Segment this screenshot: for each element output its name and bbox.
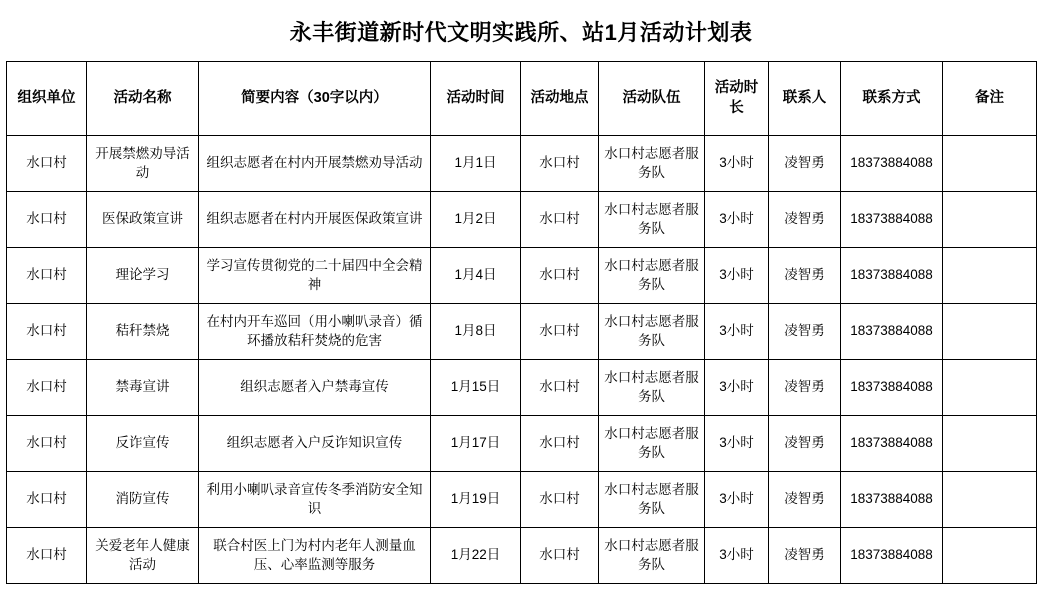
page-title: 永丰街道新时代文明实践所、站1月活动计划表 xyxy=(289,20,753,45)
cell-duration: 3小时 xyxy=(705,304,769,360)
cell-brief: 组织志愿者在村内开展禁燃劝导活动 xyxy=(199,136,431,192)
cell-team: 水口村志愿者服务队 xyxy=(599,360,705,416)
cell-activity-name: 反诈宣传 xyxy=(87,416,199,472)
cell-unit: 水口村 xyxy=(7,304,87,360)
cell-contact: 凌智勇 xyxy=(769,248,841,304)
cell-date: 1月22日 xyxy=(431,528,521,584)
table-row xyxy=(7,248,1037,304)
column-header-brief: 简要内容（30字以内） xyxy=(199,62,431,136)
cell-date: 1月1日 xyxy=(431,136,521,192)
cell-unit: 水口村 xyxy=(7,416,87,472)
table-row xyxy=(7,304,1037,360)
table-row xyxy=(7,472,1037,528)
cell-duration: 3小时 xyxy=(705,416,769,472)
cell-brief: 联合村医上门为村内老年人测量血压、心率监测等服务 xyxy=(199,528,431,584)
cell-place: 水口村 xyxy=(521,304,599,360)
cell-phone: 18373884088 xyxy=(841,472,943,528)
cell-team: 水口村志愿者服务队 xyxy=(599,416,705,472)
cell-place: 水口村 xyxy=(521,416,599,472)
cell-phone: 18373884088 xyxy=(841,248,943,304)
cell-remark xyxy=(943,416,1037,472)
column-header-unit: 组织单位 xyxy=(7,62,87,136)
cell-duration: 3小时 xyxy=(705,248,769,304)
cell-unit: 水口村 xyxy=(7,192,87,248)
cell-activity-name: 开展禁燃劝导活动 xyxy=(87,136,199,192)
cell-remark xyxy=(943,192,1037,248)
cell-phone: 18373884088 xyxy=(841,192,943,248)
column-header-date: 活动时间 xyxy=(431,62,521,136)
cell-team: 水口村志愿者服务队 xyxy=(599,248,705,304)
cell-unit: 水口村 xyxy=(7,136,87,192)
cell-remark xyxy=(943,304,1037,360)
cell-contact: 凌智勇 xyxy=(769,472,841,528)
cell-contact: 凌智勇 xyxy=(769,304,841,360)
column-header-duration: 活动时长 xyxy=(705,62,769,136)
table-row xyxy=(7,136,1037,192)
table-row xyxy=(7,192,1037,248)
cell-place: 水口村 xyxy=(521,472,599,528)
table-row xyxy=(7,360,1037,416)
cell-remark xyxy=(943,248,1037,304)
cell-team: 水口村志愿者服务队 xyxy=(599,304,705,360)
cell-phone: 18373884088 xyxy=(841,304,943,360)
cell-brief: 利用小喇叭录音宣传冬季消防安全知识 xyxy=(199,472,431,528)
column-header-team: 活动队伍 xyxy=(599,62,705,136)
cell-team: 水口村志愿者服务队 xyxy=(599,472,705,528)
table-container xyxy=(0,61,1042,584)
table-row xyxy=(7,528,1037,584)
cell-unit: 水口村 xyxy=(7,360,87,416)
cell-duration: 3小时 xyxy=(705,136,769,192)
cell-date: 1月15日 xyxy=(431,360,521,416)
cell-contact: 凌智勇 xyxy=(769,416,841,472)
cell-team: 水口村志愿者服务队 xyxy=(599,136,705,192)
cell-activity-name: 理论学习 xyxy=(87,248,199,304)
cell-phone: 18373884088 xyxy=(841,416,943,472)
column-header-contact: 联系人 xyxy=(769,62,841,136)
column-header-activity-name: 活动名称 xyxy=(87,62,199,136)
cell-activity-name: 消防宣传 xyxy=(87,472,199,528)
cell-date: 1月8日 xyxy=(431,304,521,360)
column-header-remark: 备注 xyxy=(943,62,1037,136)
cell-date: 1月4日 xyxy=(431,248,521,304)
column-header-place: 活动地点 xyxy=(521,62,599,136)
cell-remark xyxy=(943,360,1037,416)
activity-plan-table xyxy=(6,61,1037,584)
cell-brief: 组织志愿者入户禁毒宣传 xyxy=(199,360,431,416)
column-header-phone: 联系方式 xyxy=(841,62,943,136)
cell-date: 1月19日 xyxy=(431,472,521,528)
cell-unit: 水口村 xyxy=(7,472,87,528)
cell-duration: 3小时 xyxy=(705,472,769,528)
cell-remark xyxy=(943,472,1037,528)
cell-place: 水口村 xyxy=(521,136,599,192)
cell-duration: 3小时 xyxy=(705,360,769,416)
cell-contact: 凌智勇 xyxy=(769,528,841,584)
cell-activity-name: 关爱老年人健康活动 xyxy=(87,528,199,584)
cell-brief: 在村内开车巡回（用小喇叭录音）循环播放秸秆焚烧的危害 xyxy=(199,304,431,360)
cell-place: 水口村 xyxy=(521,360,599,416)
cell-contact: 凌智勇 xyxy=(769,360,841,416)
cell-activity-name: 禁毒宣讲 xyxy=(87,360,199,416)
table-header xyxy=(7,62,1037,136)
cell-place: 水口村 xyxy=(521,528,599,584)
cell-phone: 18373884088 xyxy=(841,528,943,584)
cell-brief: 组织志愿者在村内开展医保政策宣讲 xyxy=(199,192,431,248)
cell-duration: 3小时 xyxy=(705,528,769,584)
cell-remark xyxy=(943,528,1037,584)
cell-activity-name: 医保政策宣讲 xyxy=(87,192,199,248)
cell-date: 1月17日 xyxy=(431,416,521,472)
cell-team: 水口村志愿者服务队 xyxy=(599,528,705,584)
cell-remark xyxy=(943,136,1037,192)
cell-contact: 凌智勇 xyxy=(769,136,841,192)
cell-unit: 水口村 xyxy=(7,528,87,584)
cell-brief: 学习宣传贯彻党的二十届四中全会精神 xyxy=(199,248,431,304)
cell-unit: 水口村 xyxy=(7,248,87,304)
table-row xyxy=(7,416,1037,472)
table-body xyxy=(7,136,1037,584)
cell-date: 1月2日 xyxy=(431,192,521,248)
cell-brief: 组织志愿者入户反诈知识宣传 xyxy=(199,416,431,472)
cell-team: 水口村志愿者服务队 xyxy=(599,192,705,248)
cell-phone: 18373884088 xyxy=(841,136,943,192)
cell-activity-name: 秸秆禁烧 xyxy=(87,304,199,360)
cell-duration: 3小时 xyxy=(705,192,769,248)
cell-contact: 凌智勇 xyxy=(769,192,841,248)
table-header-row xyxy=(7,62,1037,136)
cell-phone: 18373884088 xyxy=(841,360,943,416)
cell-place: 水口村 xyxy=(521,248,599,304)
cell-place: 水口村 xyxy=(521,192,599,248)
